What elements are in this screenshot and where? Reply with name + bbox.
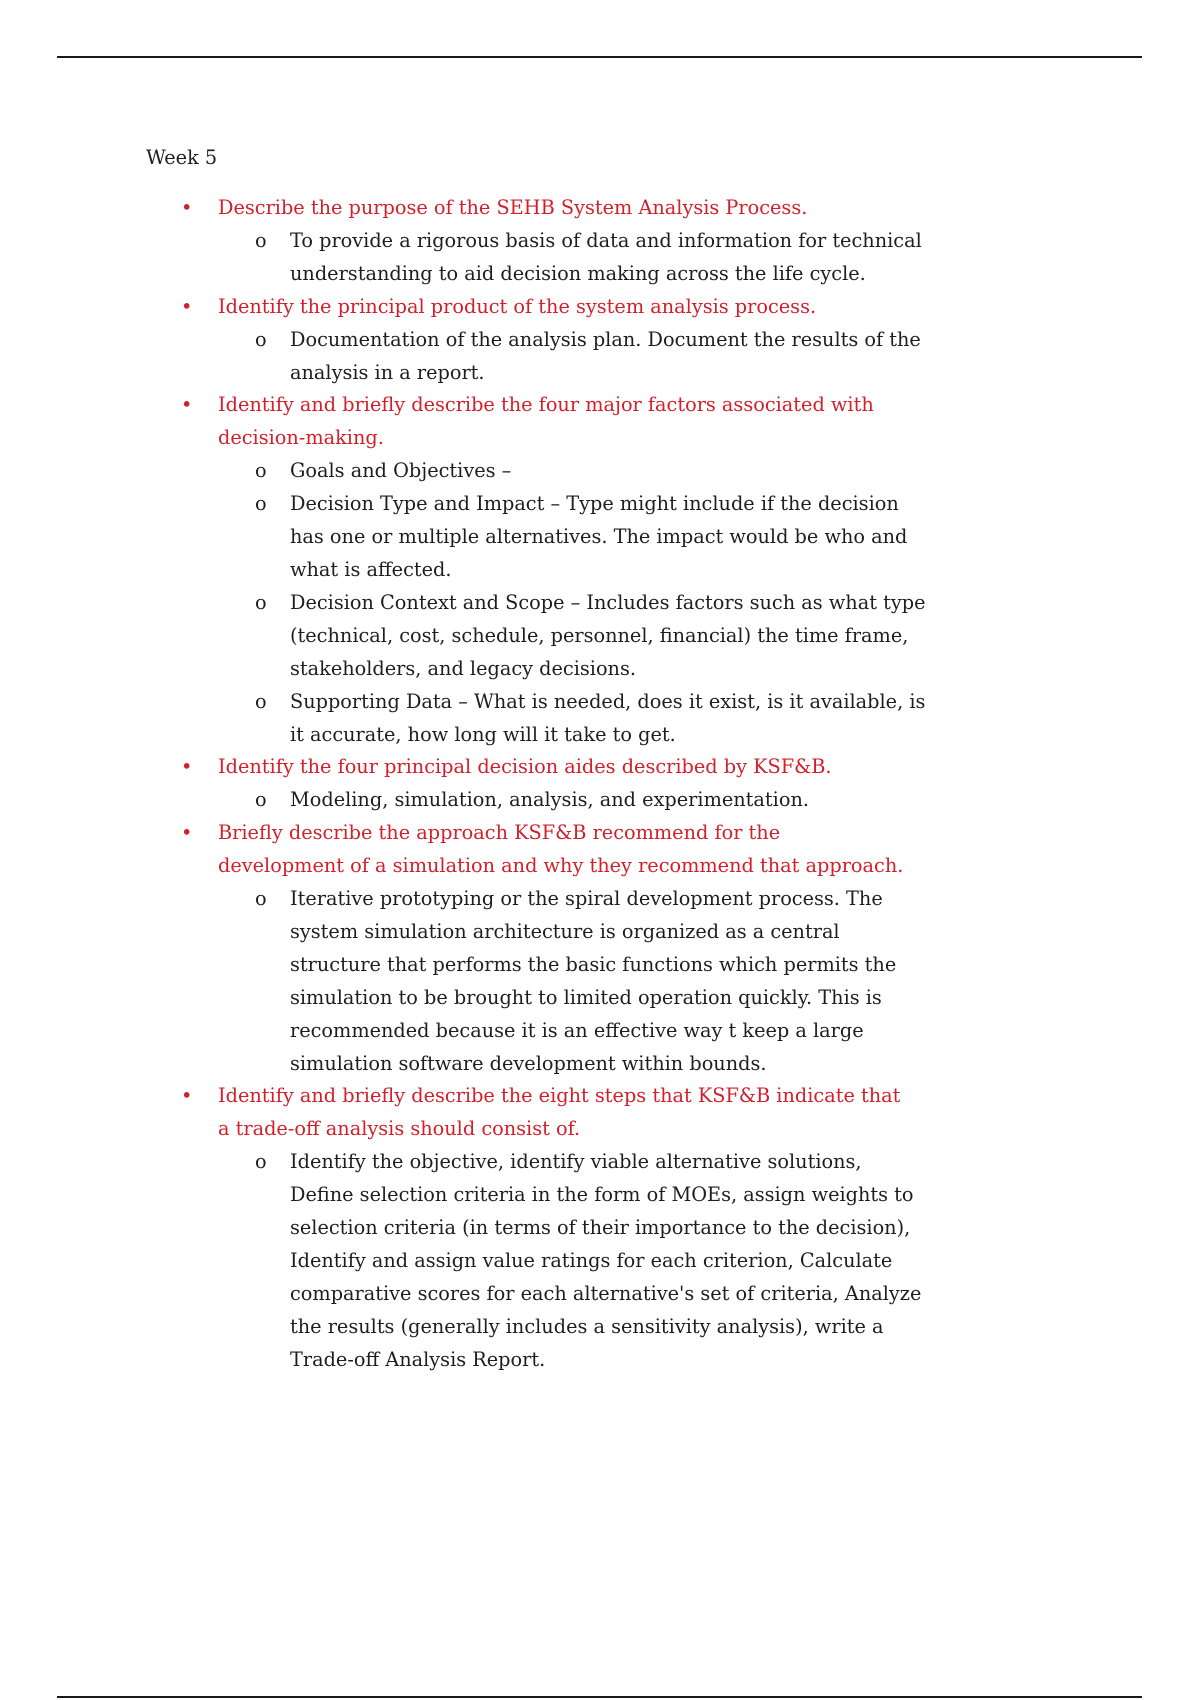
question-text: decision-making. xyxy=(218,426,384,450)
sub-bullet-icon: o xyxy=(255,228,267,252)
answer-text: has one or multiple alternatives. The impact would be who and xyxy=(290,525,908,549)
bullet-icon: • xyxy=(181,821,193,845)
question-text: a trade-off analysis should consist of. xyxy=(218,1117,581,1141)
answer-text: simulation to be brought to limited operation quickly. This is xyxy=(290,985,882,1009)
sub-bullet-icon: o xyxy=(255,887,267,911)
answer-text: Identify the objective, identify viable alternative solutions, xyxy=(290,1150,862,1174)
sub-bullet-icon: o xyxy=(255,590,267,614)
answer-text: Modeling, simulation, analysis, and experimentation. xyxy=(290,788,809,812)
answer-text: comparative scores for each alternative's set of criteria, Analyze xyxy=(290,1281,922,1305)
answer-text: Documentation of the analysis plan. Document the results of the xyxy=(290,327,921,351)
answer-item xyxy=(0,784,1200,817)
question-item xyxy=(0,1080,1200,1146)
footer-rule xyxy=(57,1696,1142,1698)
answer-text: To provide a rigorous basis of data and information for technical xyxy=(290,228,922,252)
question-text: Briefly describe the approach KSF&B recommend for the xyxy=(218,821,781,845)
question-text: Identify the principal product of the system analysis process. xyxy=(218,294,817,318)
question-text: Identify and briefly describe the eight steps that KSF&B indicate that xyxy=(218,1084,901,1108)
bullet-icon: • xyxy=(181,755,193,779)
sub-bullet-icon: o xyxy=(255,689,267,713)
question-text: development of a simulation and why they recommend that approach. xyxy=(218,854,904,878)
answer-item xyxy=(0,883,1200,1080)
sub-bullet-icon: o xyxy=(255,492,267,516)
answer-text: structure that performs the basic functions which permits the xyxy=(290,952,897,976)
answer-item xyxy=(0,455,1200,488)
answer-text: Identify and assign value ratings for each criterion, Calculate xyxy=(290,1249,893,1272)
sub-bullet-icon: o xyxy=(255,788,267,812)
sub-bullet-icon: o xyxy=(255,1150,267,1174)
question-item xyxy=(0,192,1200,225)
answer-text: the results (generally includes a sensitivity analysis), write a xyxy=(290,1314,884,1338)
question-text: Identify and briefly describe the four major factors associated with xyxy=(218,393,874,417)
answer-text: Decision Type and Impact – Type might include if the decision xyxy=(290,492,899,516)
answer-item xyxy=(0,686,1200,752)
answer-text: system simulation architecture is organized as a central xyxy=(290,919,840,943)
sub-bullet-icon: o xyxy=(255,459,267,483)
question-text: Describe the purpose of the SEHB System Analysis Process. xyxy=(218,196,808,219)
answer-text: it accurate, how long will it take to get. xyxy=(290,722,676,746)
question-text: Identify the four principal decision aides described by KSF&B. xyxy=(218,755,832,779)
answer-item xyxy=(0,488,1200,587)
answer-text: Iterative prototyping or the spiral development process. The xyxy=(290,887,883,911)
question-item xyxy=(0,291,1200,324)
answer-text: what is affected. xyxy=(290,557,452,581)
answer-text: analysis in a report. xyxy=(290,360,485,384)
answer-text: simulation software development within bounds. xyxy=(290,1051,767,1075)
answer-text: (technical, cost, schedule, personnel, financial) the time frame, xyxy=(290,623,909,647)
answer-item xyxy=(0,587,1200,686)
header-rule xyxy=(57,56,1142,58)
answer-text: Goals and Objectives – xyxy=(290,459,512,483)
answer-item xyxy=(0,324,1200,390)
page-heading: Week 5 xyxy=(146,146,218,169)
answer-text: selection criteria (in terms of their importance to the decision), xyxy=(290,1216,911,1240)
answer-text: understanding to aid decision making across the life cycle. xyxy=(290,261,866,285)
question-item xyxy=(0,817,1200,883)
answer-text: Decision Context and Scope – Includes factors such as what type xyxy=(290,590,926,614)
bullet-icon: • xyxy=(181,393,193,417)
answer-text: stakeholders, and legacy decisions. xyxy=(290,656,636,680)
answer-text: recommended because it is an effective way t keep a large xyxy=(290,1018,864,1042)
question-item xyxy=(0,751,1200,784)
bullet-icon: • xyxy=(181,1084,193,1108)
question-list xyxy=(0,192,1200,1377)
answer-item xyxy=(0,225,1200,291)
answer-text: Supporting Data – What is needed, does it exist, is it available, is xyxy=(290,689,926,713)
question-item xyxy=(0,389,1200,455)
answer-text: Define selection criteria in the form of MOEs, assign weights to xyxy=(290,1183,914,1207)
bullet-icon: • xyxy=(181,294,193,318)
bullet-icon: • xyxy=(181,196,193,219)
sub-bullet-icon: o xyxy=(255,327,267,351)
answer-text: Trade-off Analysis Report. xyxy=(290,1347,546,1371)
answer-item xyxy=(0,1146,1200,1376)
